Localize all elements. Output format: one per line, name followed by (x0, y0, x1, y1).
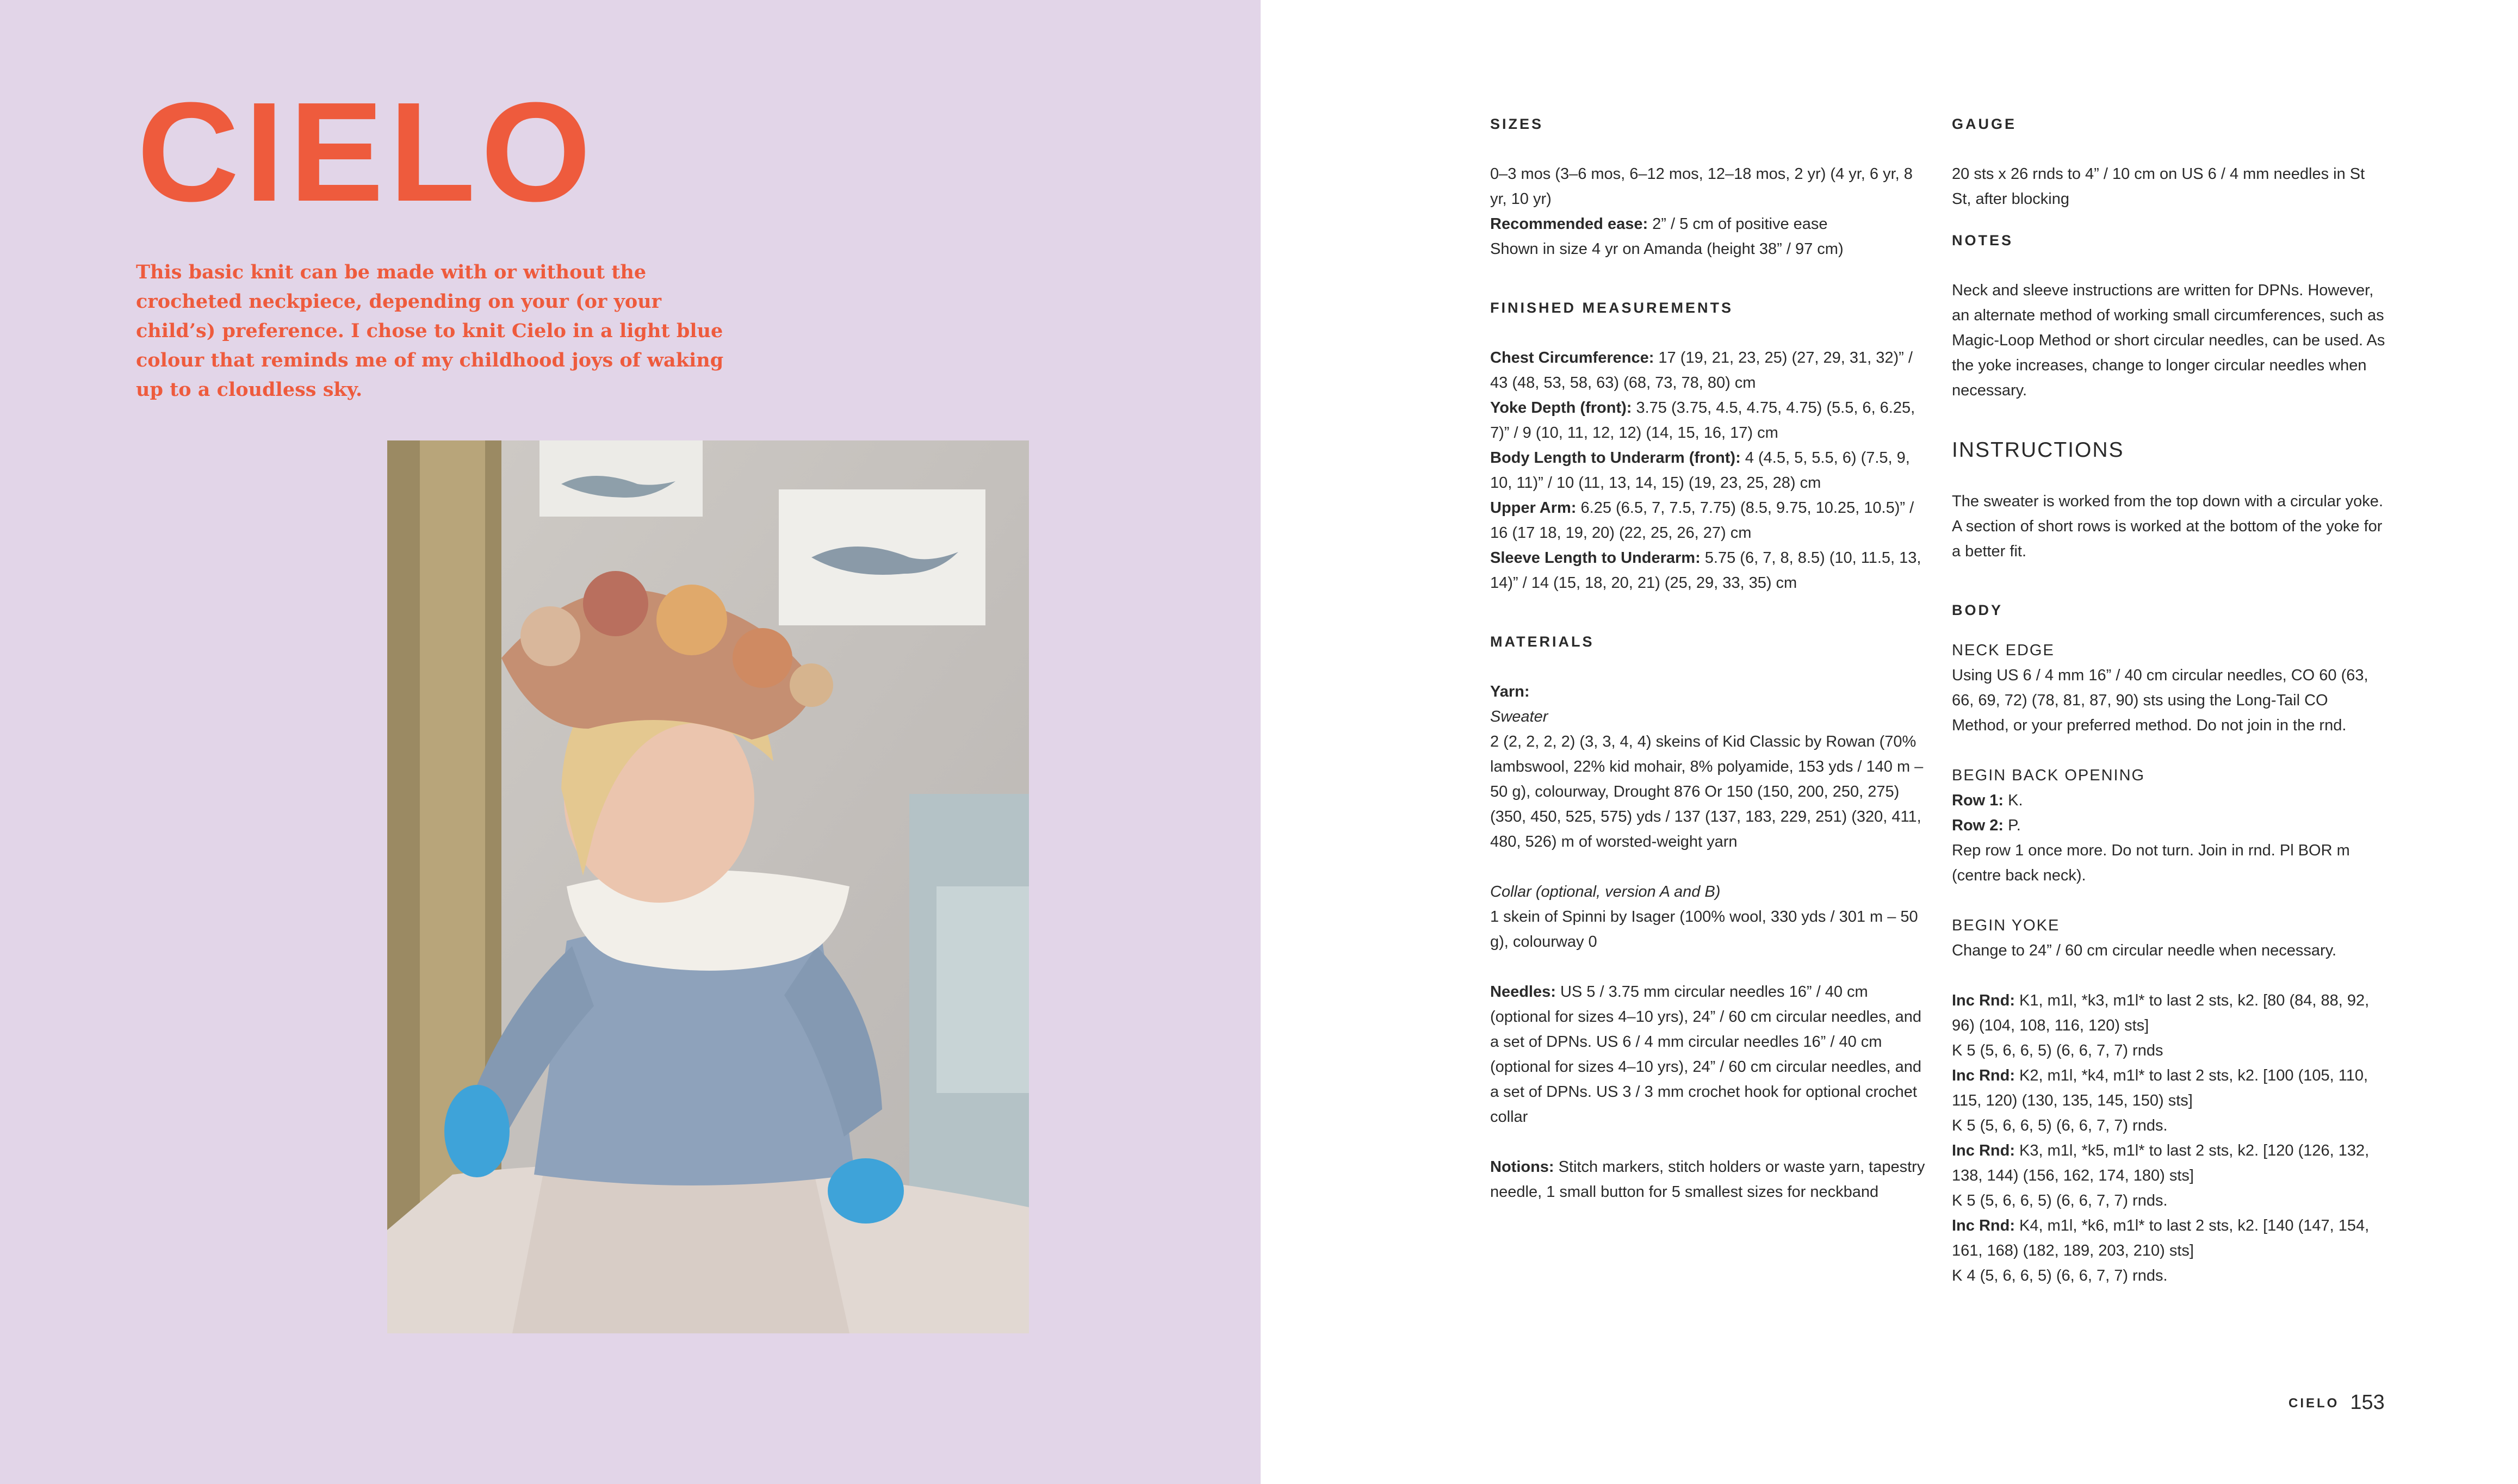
page-number: 153 (2350, 1391, 2385, 1414)
notes-heading: NOTES (1952, 232, 2014, 249)
row-2-label: Row 2: (1952, 817, 2004, 834)
instructions-heading: INSTRUCTIONS (1952, 438, 2124, 462)
inc-rnd-line (1952, 1063, 2387, 1113)
knit-rnds-line: K 5 (5, 6, 6, 5) (6, 6, 7, 7) rnds (1952, 1042, 2163, 1059)
knit-rnds-line: K 4 (5, 6, 6, 5) (6, 6, 7, 7) rnds. (1952, 1267, 2168, 1284)
inc-rnd-text: K4, m1l, *k6, m1l* to last 2 sts, k2. [140 (147, 154, 161, 168) (182, 189, 203, 210) sts] (1952, 1217, 2370, 1259)
materials-heading: MATERIALS (1490, 634, 1595, 650)
knit-rnds-line: K 5 (5, 6, 6, 5) (6, 6, 7, 7) rnds. (1952, 1192, 2168, 1209)
gauge-heading: GAUGE (1952, 116, 2017, 132)
row-1-text: K. (2004, 792, 2023, 809)
ease-label: Recommended ease: (1490, 215, 1648, 233)
begin-yoke-heading: BEGIN YOKE (1952, 917, 2060, 934)
measurement-value: 17 (19, 21, 23, 25) (27, 29, 31, 32)” / 43 (48, 53, 58, 63) (68, 73, 78, 80) cm (1490, 349, 1913, 392)
inc-rnd-line (1952, 1213, 2387, 1263)
measurement-item (1490, 495, 1931, 545)
notions-label: Notions: (1490, 1158, 1554, 1176)
measurement-item (1490, 545, 1931, 595)
row-1-line (1952, 788, 2387, 813)
neck-edge-text: Using US 6 / 4 mm 16” / 40 cm circular needles, CO 60 (63, 66, 69, 72) (78, 81, 87, 90) sts using the Long-Tail CO Method, or your preferred method. Do not join in the rnd. (1952, 667, 2368, 734)
shown-size-line: Shown in size 4 yr on Amanda (height 38” / 97 cm) (1490, 240, 1844, 258)
collar-label (1490, 879, 1931, 904)
measurement-label: Chest Circumference: (1490, 349, 1654, 367)
measurement-value: 6.25 (6.5, 7, 7.5, 7.75) (8.5, 9.75, 10.25, 10.5)” / 16 (17 18, 19, 20) (22, 25, 26, 27) cm (1490, 499, 1914, 542)
needles-text: US 5 / 3.75 mm circular needles 16” / 40 cm (optional for sizes 4–10 yrs), 24” / 60 cm circular needles, and a set of DPNs. US 6 / 4 mm circular needles 16” / 40 cm (optional for sizes 4–10 yrs), 24” / 60 cm circular needles, and a set of DPNs. US 3 / 3 mm crochet hook for optional crochet collar (1490, 983, 1922, 1126)
sweater-yarn-text: 2 (2, 2, 2, 2) (3, 3, 4, 4) skeins of Kid Classic by Rowan (70% lambswool, 22% kid mohair, 8% polyamide, 153 yds / 140 m – 50 g), colourway, Drought 876 Or 150 (150, 200, 250, 275) (350, 450, 525, 575) yds / 137 (137, 183, 229, 251) (320, 411, 480, 526) m of worsted-weight yarn (1490, 733, 1924, 850)
begin-yoke-text: Change to 24” / 60 cm circular needle when necessary. (1952, 942, 2337, 959)
inc-rnd-text: K1, m1l, *k3, m1l* to last 2 sts, k2. [80 (84, 88, 92, 96) (104, 108, 116, 120) sts] (1952, 992, 2370, 1034)
neck-edge-heading: NECK EDGE (1952, 642, 2055, 659)
needles-label: Needles: (1490, 983, 1556, 1001)
body-heading: BODY (1952, 602, 2004, 618)
row-2-text: P. (2004, 817, 2021, 834)
inc-rnd-line (1952, 1138, 2387, 1188)
measurement-value: 3.75 (3.75, 4.5, 4.75, 4.75) (5.5, 6, 6.25, 7)” / 9 (10, 11, 12, 12) (14, 15, 16, 17) cm (1490, 399, 1915, 442)
inc-rnd-label: Inc Rnd: (1952, 1217, 2015, 1234)
sweater-label-text: Sweater (1490, 708, 1548, 725)
sweater-label (1490, 704, 1931, 729)
measurement-label: Body Length to Underarm (front): (1490, 449, 1741, 467)
column-right-text (1952, 111, 2387, 1288)
yarn-label-text: Yarn: (1490, 683, 1530, 700)
inc-rnd-text: K2, m1l, *k4, m1l* to last 2 sts, k2. [100 (105, 110, 115, 120) (130, 135, 145, 150) sts] (1952, 1067, 2368, 1109)
column-left-text (1490, 111, 1931, 1204)
measurement-label: Yoke Depth (front): (1490, 399, 1632, 417)
measurement-item (1490, 395, 1931, 445)
inc-rnd-label: Inc Rnd: (1952, 992, 2015, 1009)
knit-rnds-line: K 5 (5, 6, 6, 5) (6, 6, 7, 7) rnds. (1952, 1117, 2168, 1134)
inc-rnd-label: Inc Rnd: (1952, 1067, 2015, 1084)
row-2-line (1952, 813, 2387, 838)
gauge-text: 20 sts x 26 rnds to 4” / 10 cm on US 6 / 4 mm needles in St St, after blocking (1952, 165, 2365, 208)
finished-measurements-heading: FINISHED MEASUREMENTS (1490, 300, 1734, 316)
measurement-label: Sleeve Length to Underarm: (1490, 549, 1701, 567)
sizes-list: 0–3 mos (3–6 mos, 6–12 mos, 12–18 mos, 2 yr) (4 yr, 6 yr, 8 yr, 10 yr) (1490, 165, 1913, 208)
notions-text: Stitch markers, stitch holders or waste yarn, tapestry needle, 1 small button for 5 smallest sizes for neckband (1490, 1158, 1925, 1201)
collar-yarn-text: 1 skein of Spinni by Isager (100% wool, 330 yds / 301 m – 50 g), colourway 0 (1490, 908, 1918, 951)
inc-rnd-text: K3, m1l, *k5, m1l* to last 2 sts, k2. [120 (126, 132, 138, 144) (156, 162, 174, 180) sts] (1952, 1142, 2370, 1184)
inc-rnd-line (1952, 988, 2387, 1038)
inc-rnd-label: Inc Rnd: (1952, 1142, 2015, 1159)
collar-label-text: Collar (optional, version A and B) (1490, 883, 1721, 901)
needles-line (1490, 979, 1931, 1129)
repeat-text: Rep row 1 once more. Do not turn. Join in rnd. Pl BOR m (centre back neck). (1952, 842, 2350, 884)
yarn-label (1490, 679, 1931, 704)
child-photo (387, 440, 1029, 1333)
measurement-item (1490, 345, 1931, 395)
measurement-value: 5.75 (6, 7, 8, 8.5) (10, 11.5, 13, 14)” / 14 (15, 18, 20, 21) (25, 29, 33, 35) cm (1490, 549, 1921, 592)
intro-text: This basic knit can be made with or without the crocheted neckpiece, depending on your (or your child’s) preference. I chose to knit Cielo in a light blue colour that reminds me of my childhood joys of waking up to a cloudless sky. (136, 261, 724, 401)
measurement-value: 4 (4.5, 5, 5.5, 6) (7.5, 9, 10, 11)” / 10 (11, 13, 14, 15) (19, 23, 25, 28) cm (1490, 449, 1910, 492)
ease-line (1490, 212, 1931, 237)
child-photo-illustration (387, 440, 1029, 1333)
pattern-title: CIELO (137, 73, 597, 231)
page-footer (2288, 1390, 2385, 1415)
measurement-label: Upper Arm: (1490, 499, 1577, 517)
back-opening-heading: BEGIN BACK OPENING (1952, 767, 2145, 784)
notes-text: Neck and sleeve instructions are written for DPNs. However, an alternate method of working small circumferences, such as Magic-Loop Method or short circular needles, can be used. As the yoke increases, change to longer circular needles when necessary. (1952, 282, 2385, 399)
instructions-text: The sweater is worked from the top down with a circular yoke. A section of short rows is worked at the bottom of the yoke for a better fit. (1952, 493, 2383, 560)
sizes-heading: SIZES (1490, 116, 1544, 132)
ease-value: 2” / 5 cm of positive ease (1648, 215, 1828, 233)
measurement-item (1490, 445, 1931, 495)
footer-pattern-name: CIELO (2288, 1395, 2340, 1411)
notions-line (1490, 1154, 1931, 1204)
row-1-label: Row 1: (1952, 792, 2004, 809)
